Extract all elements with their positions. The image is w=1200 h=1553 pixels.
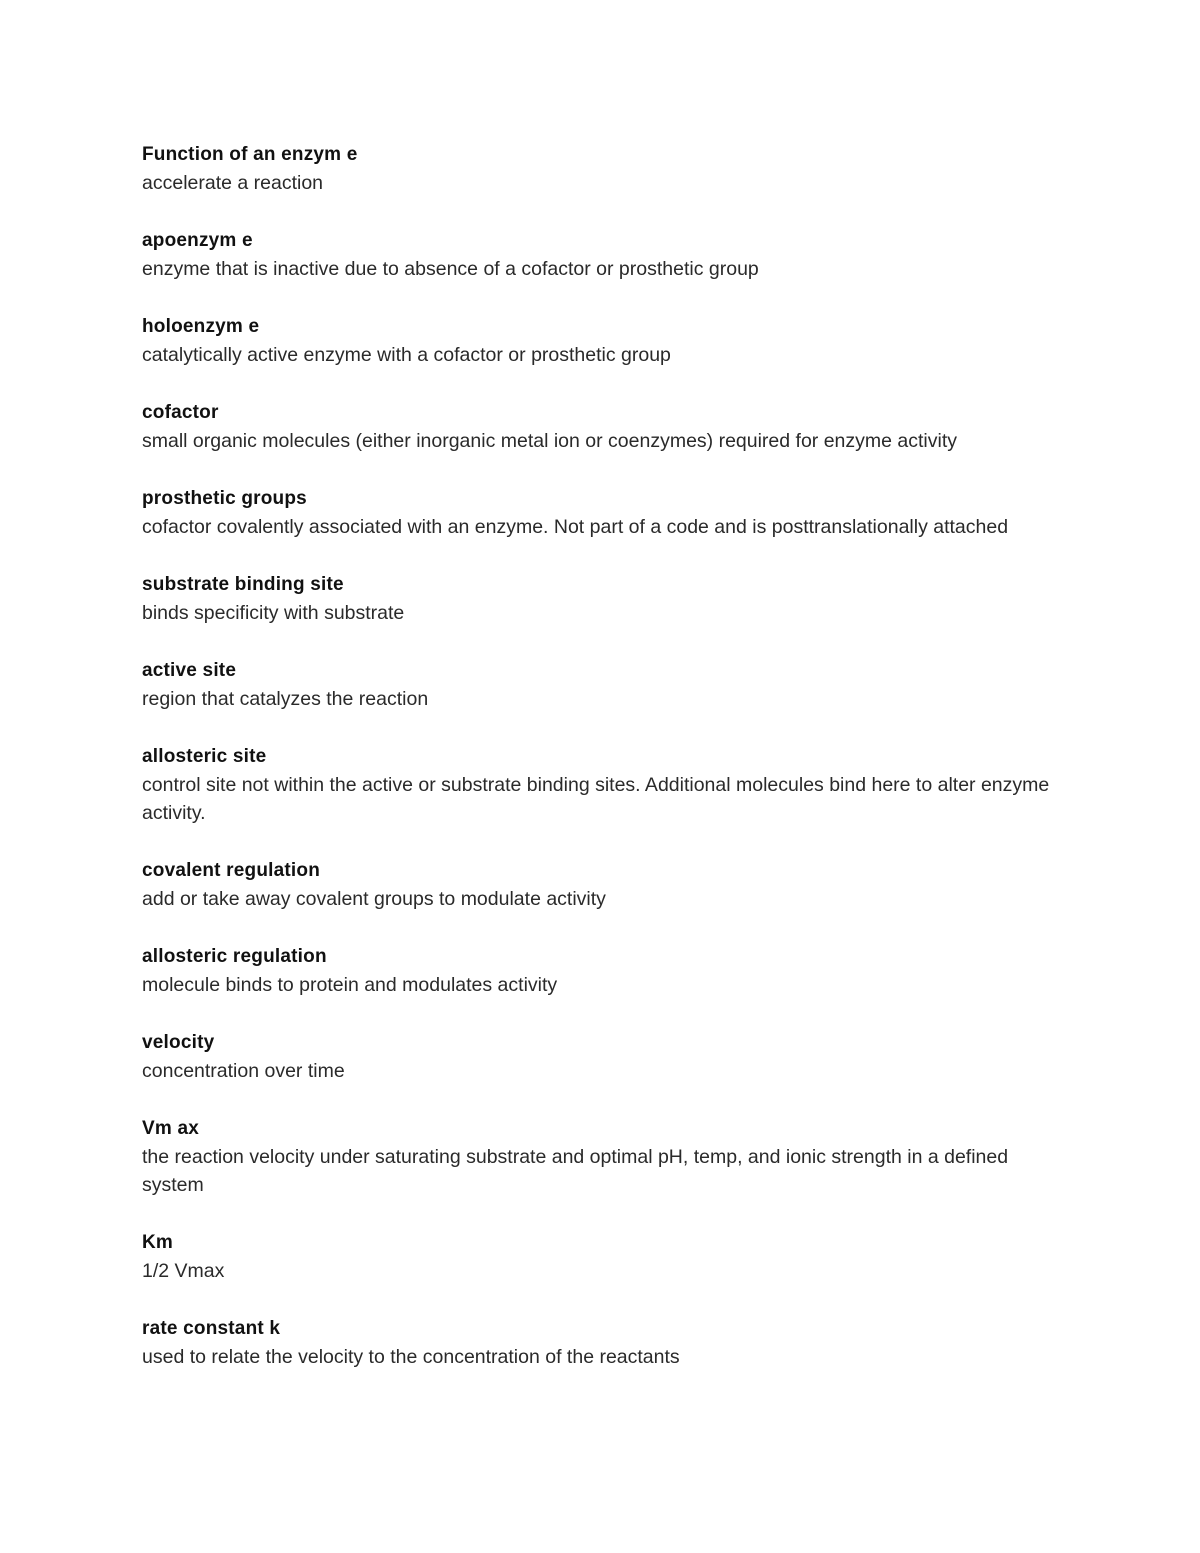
entry-active-site bbox=[142, 657, 1062, 713]
definition: molecule binds to protein and modulates activity bbox=[142, 974, 558, 996]
entry-substrate-binding-site bbox=[142, 571, 1062, 627]
entry-apoenzyme bbox=[142, 227, 1062, 283]
entry-km bbox=[142, 1229, 1062, 1285]
definition: used to relate the velocity to the concentration of the reactants bbox=[142, 1346, 680, 1368]
definition: binds specificity with substrate bbox=[142, 602, 405, 624]
definition: concentration over time bbox=[142, 1060, 345, 1082]
definition: 1/2 Vmax bbox=[142, 1260, 225, 1282]
definition: enzyme that is inactive due to absence of a cofactor or prosthetic group bbox=[142, 258, 759, 280]
entry-velocity bbox=[142, 1029, 1062, 1085]
entry-prosthetic-groups bbox=[142, 485, 1062, 541]
term: covalent regulation bbox=[142, 860, 321, 881]
definition: catalytically active enzyme with a cofactor or prosthetic group bbox=[142, 344, 671, 366]
entry-cofactor bbox=[142, 399, 1062, 455]
definition: small organic molecules (either inorganic metal ion or coenzymes) required for enzyme activity bbox=[142, 430, 958, 452]
term: substrate binding site bbox=[142, 574, 344, 595]
term-list bbox=[142, 141, 1062, 1401]
term: active site bbox=[142, 660, 237, 681]
term: cofactor bbox=[142, 402, 219, 423]
definition: cofactor covalently associated with an enzyme. Not part of a code and is posttranslationally attached bbox=[142, 516, 1009, 538]
term: rate constant k bbox=[142, 1318, 281, 1339]
definition: control site not within the active or substrate binding sites. Additional molecules bind here to alter enzyme activity. bbox=[142, 774, 1050, 824]
definition: the reaction velocity under saturating substrate and optimal pH, temp, and ionic strength in a defined system bbox=[142, 1146, 1009, 1196]
term: velocity bbox=[142, 1032, 215, 1053]
term: allosteric site bbox=[142, 746, 267, 767]
term: prosthetic groups bbox=[142, 488, 307, 509]
term: Vm ax bbox=[142, 1118, 199, 1139]
term: allosteric regulation bbox=[142, 946, 327, 967]
term: holoenzym e bbox=[142, 316, 260, 337]
term: apoenzym e bbox=[142, 230, 253, 251]
entry-allosteric-regulation bbox=[142, 943, 1062, 999]
definition: add or take away covalent groups to modulate activity bbox=[142, 888, 606, 910]
entry-covalent-regulation bbox=[142, 857, 1062, 913]
entry-allosteric-site bbox=[142, 743, 1062, 827]
entry-function-of-an-enzyme bbox=[142, 141, 1062, 197]
entry-holoenzyme bbox=[142, 313, 1062, 369]
definition: accelerate a reaction bbox=[142, 172, 324, 194]
entry-rate-constant-k bbox=[142, 1315, 1062, 1371]
entry-vmax bbox=[142, 1115, 1062, 1199]
definition: region that catalyzes the reaction bbox=[142, 688, 429, 710]
term: Km bbox=[142, 1232, 174, 1253]
term: Function of an enzym e bbox=[142, 144, 358, 165]
